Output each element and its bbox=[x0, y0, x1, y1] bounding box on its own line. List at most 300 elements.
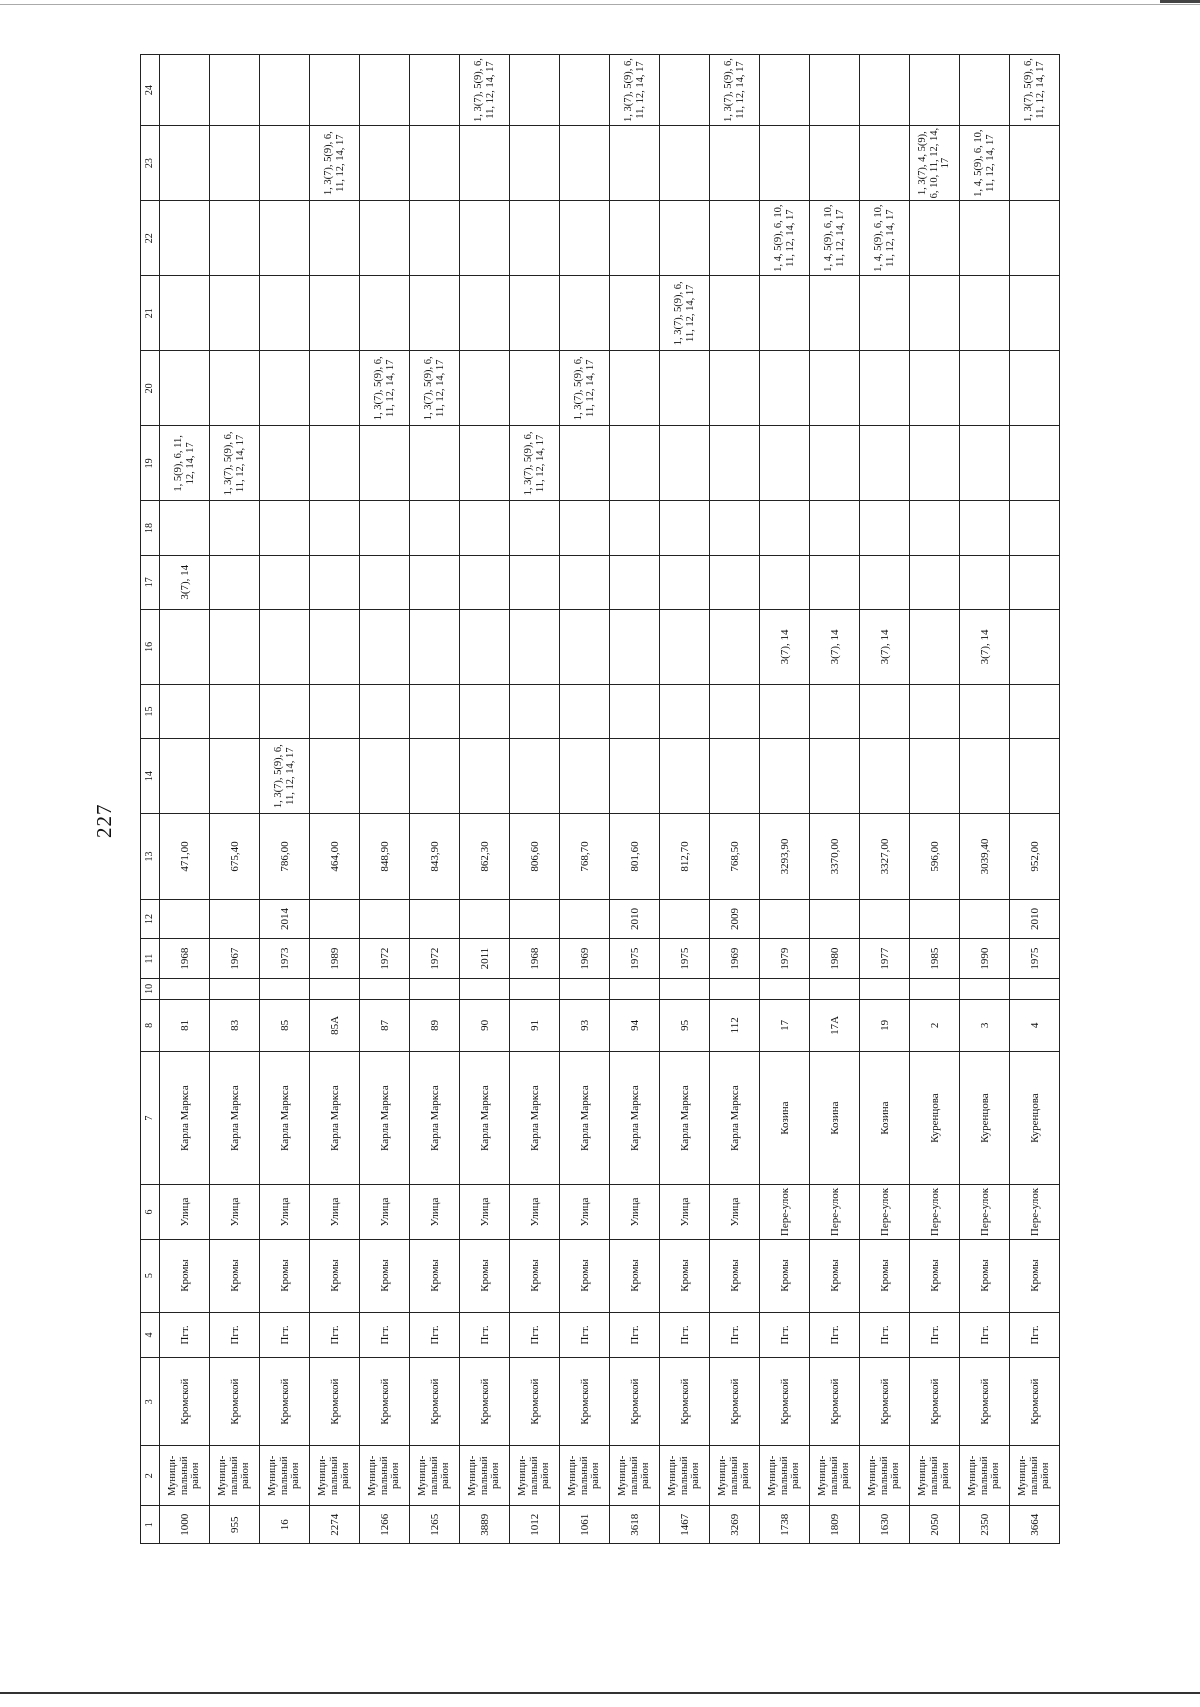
table-cell bbox=[360, 126, 410, 201]
table-cell: Муници-пальный район bbox=[710, 1446, 760, 1506]
table-cell: 464,00 bbox=[310, 814, 360, 900]
table-cell bbox=[360, 739, 410, 814]
table-cell: 1630 bbox=[860, 1506, 910, 1544]
table-cell: Пгт. bbox=[910, 1312, 960, 1358]
table-cell bbox=[810, 276, 860, 351]
table-cell bbox=[760, 126, 810, 201]
table-cell: Кромской bbox=[1010, 1358, 1060, 1446]
table-cell bbox=[510, 55, 560, 126]
table-cell bbox=[610, 126, 660, 201]
table-cell: Пгт. bbox=[210, 1312, 260, 1358]
table-cell bbox=[860, 555, 910, 609]
table-cell bbox=[460, 201, 510, 276]
table-cell bbox=[310, 501, 360, 555]
table-cell: 1, 3(7), 5(9), 6, 11, 12, 14, 17 bbox=[310, 126, 360, 201]
table-cell: Пгт. bbox=[710, 1312, 760, 1358]
table-cell: Кромской bbox=[610, 1358, 660, 1446]
table-cell bbox=[810, 684, 860, 738]
table-cell: Пгт. bbox=[460, 1312, 510, 1358]
table-cell bbox=[510, 555, 560, 609]
table-cell bbox=[1010, 351, 1060, 426]
table-cell: 1, 3(7), 5(9), 6, 11, 12, 14, 17 bbox=[610, 55, 660, 126]
table-cell bbox=[810, 351, 860, 426]
table-cell bbox=[360, 609, 410, 684]
table-cell bbox=[410, 501, 460, 555]
table-cell: Муници-пальный район bbox=[960, 1446, 1010, 1506]
table-cell: Карла Маркса bbox=[210, 1051, 260, 1184]
table-cell bbox=[560, 55, 610, 126]
table-cell bbox=[610, 276, 660, 351]
table-cell bbox=[210, 978, 260, 999]
table-cell bbox=[560, 978, 610, 999]
table-cell bbox=[660, 978, 710, 999]
table-cell: 1, 4, 5(9), 6, 10, 11, 12, 14, 17 bbox=[960, 126, 1010, 201]
table-cell bbox=[610, 609, 660, 684]
table-cell bbox=[510, 501, 560, 555]
table-cell bbox=[360, 555, 410, 609]
table-cell: 1975 bbox=[610, 939, 660, 979]
table-cell: 2274 bbox=[310, 1506, 360, 1544]
table-cell: Кромской bbox=[460, 1358, 510, 1446]
table-cell: 801,60 bbox=[610, 814, 660, 900]
table-cell: 1467 bbox=[660, 1506, 710, 1544]
table-cell bbox=[1010, 501, 1060, 555]
table-cell bbox=[1010, 684, 1060, 738]
table-cell: 95 bbox=[660, 999, 710, 1051]
table-cell bbox=[960, 426, 1010, 501]
table-cell: 17 bbox=[760, 999, 810, 1051]
table-cell: 1975 bbox=[1010, 939, 1060, 979]
table-cell: Кромской bbox=[910, 1358, 960, 1446]
table-cell bbox=[610, 501, 660, 555]
table-cell bbox=[210, 555, 260, 609]
table-cell: 3(7), 14 bbox=[810, 609, 860, 684]
table-cell bbox=[660, 426, 710, 501]
table-cell bbox=[860, 501, 910, 555]
table-cell bbox=[460, 276, 510, 351]
table-cell bbox=[760, 684, 810, 738]
table-cell bbox=[360, 55, 410, 126]
table-cell bbox=[160, 126, 210, 201]
table-cell bbox=[160, 609, 210, 684]
table-cell: Пгт. bbox=[1010, 1312, 1060, 1358]
table-cell bbox=[160, 684, 210, 738]
table-cell bbox=[510, 899, 560, 939]
table-cell: Карла Маркса bbox=[360, 1051, 410, 1184]
table-cell: Пгт. bbox=[810, 1312, 860, 1358]
table-cell: 85А bbox=[310, 999, 360, 1051]
table-cell: 1, 3(7), 5(9), 6, 11, 12, 14, 17 bbox=[560, 351, 610, 426]
column-number: 13 bbox=[141, 814, 160, 900]
table-cell: Муници-пальный район bbox=[360, 1446, 410, 1506]
table-cell: Карла Маркса bbox=[660, 1051, 710, 1184]
table-cell: 2009 bbox=[710, 899, 760, 939]
column-number: 8 bbox=[141, 999, 160, 1051]
table-cell bbox=[660, 55, 710, 126]
table-row bbox=[460, 55, 510, 1544]
table-cell bbox=[1010, 609, 1060, 684]
table-cell: Пгт. bbox=[760, 1312, 810, 1358]
table-cell: 848,90 bbox=[360, 814, 410, 900]
table-cell: Кромы bbox=[310, 1239, 360, 1312]
table-cell bbox=[410, 426, 460, 501]
table-cell: Пере-улок bbox=[1010, 1185, 1060, 1239]
table-cell bbox=[760, 978, 810, 999]
table-cell bbox=[910, 501, 960, 555]
table-cell: 2350 bbox=[960, 1506, 1010, 1544]
table-cell bbox=[310, 201, 360, 276]
table-cell: 3664 bbox=[1010, 1506, 1060, 1544]
table-cell: Улица bbox=[460, 1185, 510, 1239]
table-cell: Муници-пальный район bbox=[660, 1446, 710, 1506]
table-cell bbox=[660, 201, 710, 276]
table-cell: Кромской bbox=[660, 1358, 710, 1446]
column-number: 2 bbox=[141, 1446, 160, 1506]
table-cell bbox=[660, 899, 710, 939]
table-cell: Улица bbox=[160, 1185, 210, 1239]
table-cell: 1265 bbox=[410, 1506, 460, 1544]
table-cell bbox=[860, 55, 910, 126]
table-cell: 675,40 bbox=[210, 814, 260, 900]
table-cell: 843,90 bbox=[410, 814, 460, 900]
scan-edge-mark bbox=[1160, 0, 1200, 3]
table-cell bbox=[910, 555, 960, 609]
table-cell bbox=[660, 739, 710, 814]
table-cell: 1, 3(7), 5(9), 6, 11, 12, 14, 17 bbox=[510, 426, 560, 501]
table-cell bbox=[860, 351, 910, 426]
table-cell: Кромы bbox=[610, 1239, 660, 1312]
table-cell bbox=[410, 609, 460, 684]
table-cell bbox=[510, 609, 560, 684]
table-cell: Карла Маркса bbox=[560, 1051, 610, 1184]
table-row bbox=[1010, 55, 1060, 1544]
table-cell bbox=[260, 126, 310, 201]
table-cell bbox=[910, 426, 960, 501]
table-cell: 2 bbox=[910, 999, 960, 1051]
table-row bbox=[310, 55, 360, 1544]
table-cell bbox=[510, 739, 560, 814]
table-cell bbox=[160, 978, 210, 999]
table-row bbox=[660, 55, 710, 1544]
scan-edge-bottom bbox=[0, 1692, 1200, 1694]
table-cell bbox=[560, 126, 610, 201]
table-cell: 1000 bbox=[160, 1506, 210, 1544]
table-cell: 2011 bbox=[460, 939, 510, 979]
table-cell: Пгт. bbox=[860, 1312, 910, 1358]
table-cell: 1, 3(7), 5(9), 6, 11, 12, 14, 17 bbox=[1010, 55, 1060, 126]
table-cell bbox=[760, 351, 810, 426]
data-table bbox=[140, 54, 1060, 1544]
table-cell: Улица bbox=[710, 1185, 760, 1239]
table-cell: Улица bbox=[310, 1185, 360, 1239]
table-cell: Улица bbox=[660, 1185, 710, 1239]
table-cell: 1985 bbox=[910, 939, 960, 979]
table-cell bbox=[560, 684, 610, 738]
table-cell: Пгт. bbox=[310, 1312, 360, 1358]
table-cell bbox=[810, 739, 860, 814]
table-cell bbox=[710, 201, 760, 276]
table-cell bbox=[410, 899, 460, 939]
table-cell: 955 bbox=[210, 1506, 260, 1544]
table-cell: Карла Маркса bbox=[310, 1051, 360, 1184]
table-cell: Карла Маркса bbox=[710, 1051, 760, 1184]
table-cell: Кромы bbox=[410, 1239, 460, 1312]
table-cell: 4 bbox=[1010, 999, 1060, 1051]
table-row bbox=[510, 55, 560, 1544]
table-cell bbox=[710, 501, 760, 555]
table-cell: Муници-пальный район bbox=[1010, 1446, 1060, 1506]
table-cell bbox=[460, 978, 510, 999]
table-cell: Муници-пальный район bbox=[510, 1446, 560, 1506]
table-cell bbox=[210, 739, 260, 814]
table-cell bbox=[310, 555, 360, 609]
table-cell bbox=[360, 899, 410, 939]
table-cell bbox=[610, 426, 660, 501]
table-cell bbox=[360, 426, 410, 501]
table-cell: Карла Маркса bbox=[610, 1051, 660, 1184]
table-cell: Карла Маркса bbox=[160, 1051, 210, 1184]
table-cell bbox=[760, 739, 810, 814]
column-number: 23 bbox=[141, 126, 160, 201]
table-cell bbox=[960, 201, 1010, 276]
table-cell: Пере-улок bbox=[760, 1185, 810, 1239]
table-cell bbox=[860, 899, 910, 939]
table-cell bbox=[810, 126, 860, 201]
table-cell bbox=[210, 351, 260, 426]
table-row bbox=[910, 55, 960, 1544]
table-cell: Пгт. bbox=[960, 1312, 1010, 1358]
column-number: 20 bbox=[141, 351, 160, 426]
table-cell bbox=[910, 739, 960, 814]
table-cell bbox=[460, 126, 510, 201]
column-number: 17 bbox=[141, 555, 160, 609]
table-container bbox=[140, 54, 1060, 1544]
table-cell bbox=[260, 978, 310, 999]
table-cell: 2010 bbox=[610, 899, 660, 939]
table-cell bbox=[1010, 739, 1060, 814]
table-cell bbox=[660, 351, 710, 426]
table-cell: 1973 bbox=[260, 939, 310, 979]
column-number-row bbox=[141, 55, 160, 1544]
table-cell: 786,00 bbox=[260, 814, 310, 900]
table-cell bbox=[860, 684, 910, 738]
table-cell bbox=[710, 426, 760, 501]
table-cell: 1, 3(7), 5(9), 6, 11, 12, 14, 17 bbox=[360, 351, 410, 426]
table-cell bbox=[410, 978, 460, 999]
table-cell: Кромской bbox=[710, 1358, 760, 1446]
table-cell: Козина bbox=[860, 1051, 910, 1184]
table-cell bbox=[610, 739, 660, 814]
table-cell bbox=[360, 501, 410, 555]
table-cell: 83 bbox=[210, 999, 260, 1051]
table-cell: Кромы bbox=[860, 1239, 910, 1312]
table-cell: Куренцова bbox=[910, 1051, 960, 1184]
table-cell: 1968 bbox=[510, 939, 560, 979]
table-cell: Муници-пальный район bbox=[410, 1446, 460, 1506]
column-number: 24 bbox=[141, 55, 160, 126]
column-number: 21 bbox=[141, 276, 160, 351]
table-cell: Муници-пальный район bbox=[460, 1446, 510, 1506]
table-cell bbox=[1010, 276, 1060, 351]
table-cell: Муници-пальный район bbox=[910, 1446, 960, 1506]
table-cell bbox=[210, 899, 260, 939]
table-cell bbox=[660, 609, 710, 684]
table-cell: 1967 bbox=[210, 939, 260, 979]
table-cell bbox=[610, 201, 660, 276]
table-cell: Муници-пальный район bbox=[810, 1446, 860, 1506]
table-cell: Кромской bbox=[160, 1358, 210, 1446]
table-cell: 1, 3(7), 5(9), 6, 11, 12, 14, 17 bbox=[460, 55, 510, 126]
column-number: 3 bbox=[141, 1358, 160, 1446]
table-cell: Муници-пальный район bbox=[210, 1446, 260, 1506]
table-cell bbox=[460, 609, 510, 684]
table-cell: 1, 4, 5(9), 6, 10, 11, 12, 14, 17 bbox=[810, 201, 860, 276]
table-cell bbox=[1010, 426, 1060, 501]
table-cell: Кромской bbox=[260, 1358, 310, 1446]
table-cell bbox=[510, 684, 560, 738]
table-cell bbox=[960, 351, 1010, 426]
table-row bbox=[710, 55, 760, 1544]
table-cell: Кромы bbox=[810, 1239, 860, 1312]
table-cell bbox=[410, 684, 460, 738]
table-cell bbox=[760, 426, 810, 501]
table-cell: Пере-улок bbox=[960, 1185, 1010, 1239]
table-cell: 3(7), 14 bbox=[860, 609, 910, 684]
table-cell: Козина bbox=[760, 1051, 810, 1184]
table-cell bbox=[960, 684, 1010, 738]
table-cell bbox=[760, 501, 810, 555]
table-cell: Пере-улок bbox=[860, 1185, 910, 1239]
table-cell bbox=[260, 351, 310, 426]
table-cell bbox=[560, 609, 610, 684]
table-cell bbox=[910, 351, 960, 426]
table-cell bbox=[610, 351, 660, 426]
table-cell bbox=[1010, 126, 1060, 201]
table-cell: Улица bbox=[510, 1185, 560, 1239]
page-number: 227 bbox=[92, 803, 116, 838]
table-cell bbox=[310, 55, 360, 126]
table-cell: Кромы bbox=[560, 1239, 610, 1312]
table-cell: 768,70 bbox=[560, 814, 610, 900]
table-cell bbox=[160, 276, 210, 351]
table-cell bbox=[310, 684, 360, 738]
table-cell: Кромской bbox=[510, 1358, 560, 1446]
table-cell: 3618 bbox=[610, 1506, 660, 1544]
table-cell: Пере-улок bbox=[910, 1185, 960, 1239]
table-cell bbox=[210, 684, 260, 738]
table-cell: 1979 bbox=[760, 939, 810, 979]
table-cell bbox=[660, 684, 710, 738]
table-cell bbox=[410, 276, 460, 351]
table-cell bbox=[660, 126, 710, 201]
table-row bbox=[610, 55, 660, 1544]
table-cell bbox=[810, 55, 860, 126]
table-cell: 3 bbox=[960, 999, 1010, 1051]
table-cell: Кромы bbox=[960, 1239, 1010, 1312]
table-cell: Кромы bbox=[260, 1239, 310, 1312]
table-cell: 2050 bbox=[910, 1506, 960, 1544]
table-cell bbox=[460, 684, 510, 738]
table-cell: Кромской bbox=[760, 1358, 810, 1446]
table-cell: Кромской bbox=[210, 1358, 260, 1446]
table-cell bbox=[260, 426, 310, 501]
table-cell: Пгт. bbox=[510, 1312, 560, 1358]
table-cell bbox=[460, 426, 510, 501]
table-cell bbox=[160, 55, 210, 126]
table-cell bbox=[960, 555, 1010, 609]
table-cell: Пере-улок bbox=[810, 1185, 860, 1239]
table-cell: Муници-пальный район bbox=[310, 1446, 360, 1506]
table-cell bbox=[560, 201, 610, 276]
table-cell: 812,70 bbox=[660, 814, 710, 900]
table-cell bbox=[710, 739, 760, 814]
table-cell bbox=[960, 55, 1010, 126]
table-cell bbox=[760, 899, 810, 939]
table-cell: Пгт. bbox=[160, 1312, 210, 1358]
table-cell: 1, 4, 5(9), 6, 10, 11, 12, 14, 17 bbox=[860, 201, 910, 276]
table-cell: Кромской bbox=[410, 1358, 460, 1446]
table-cell: 94 bbox=[610, 999, 660, 1051]
table-cell: Пгт. bbox=[260, 1312, 310, 1358]
table-cell: 3370,00 bbox=[810, 814, 860, 900]
table-row bbox=[160, 55, 210, 1544]
table-cell bbox=[510, 978, 560, 999]
table-row bbox=[960, 55, 1010, 1544]
table-cell: 3(7), 14 bbox=[160, 555, 210, 609]
table-cell: 1, 4, 5(9), 6, 10, 11, 12, 14, 17 bbox=[760, 201, 810, 276]
table-cell bbox=[460, 899, 510, 939]
table-cell bbox=[460, 501, 510, 555]
table-cell bbox=[960, 276, 1010, 351]
table-cell bbox=[360, 978, 410, 999]
table-cell: Кромы bbox=[1010, 1239, 1060, 1312]
table-cell bbox=[510, 201, 560, 276]
table-cell bbox=[960, 739, 1010, 814]
table-cell: Козина bbox=[810, 1051, 860, 1184]
table-cell: Кромы bbox=[210, 1239, 260, 1312]
table-cell bbox=[310, 899, 360, 939]
table-cell: 16 bbox=[260, 1506, 310, 1544]
table-cell: Пгт. bbox=[360, 1312, 410, 1358]
table-cell: Кромы bbox=[710, 1239, 760, 1312]
table-cell: 2010 bbox=[1010, 899, 1060, 939]
table-cell bbox=[310, 426, 360, 501]
table-cell: 1969 bbox=[710, 939, 760, 979]
table-cell bbox=[160, 201, 210, 276]
table-cell bbox=[860, 978, 910, 999]
table-cell: Кромской bbox=[360, 1358, 410, 1446]
table-cell bbox=[860, 276, 910, 351]
table-cell bbox=[210, 126, 260, 201]
table-cell: 768,50 bbox=[710, 814, 760, 900]
table-body bbox=[141, 55, 1060, 1544]
table-cell: 1, 3(7), 5(9), 6, 11, 12, 14, 17 bbox=[660, 276, 710, 351]
table-cell: Улица bbox=[360, 1185, 410, 1239]
table-cell bbox=[910, 201, 960, 276]
table-cell bbox=[760, 555, 810, 609]
table-cell: Кромы bbox=[660, 1239, 710, 1312]
table-cell: Улица bbox=[260, 1185, 310, 1239]
table-cell bbox=[260, 55, 310, 126]
table-cell bbox=[960, 978, 1010, 999]
table-cell: 1968 bbox=[160, 939, 210, 979]
table-cell bbox=[410, 55, 460, 126]
table-cell bbox=[210, 501, 260, 555]
table-cell bbox=[860, 739, 910, 814]
table-cell: 19 bbox=[860, 999, 910, 1051]
column-number: 15 bbox=[141, 684, 160, 738]
table-cell bbox=[910, 684, 960, 738]
